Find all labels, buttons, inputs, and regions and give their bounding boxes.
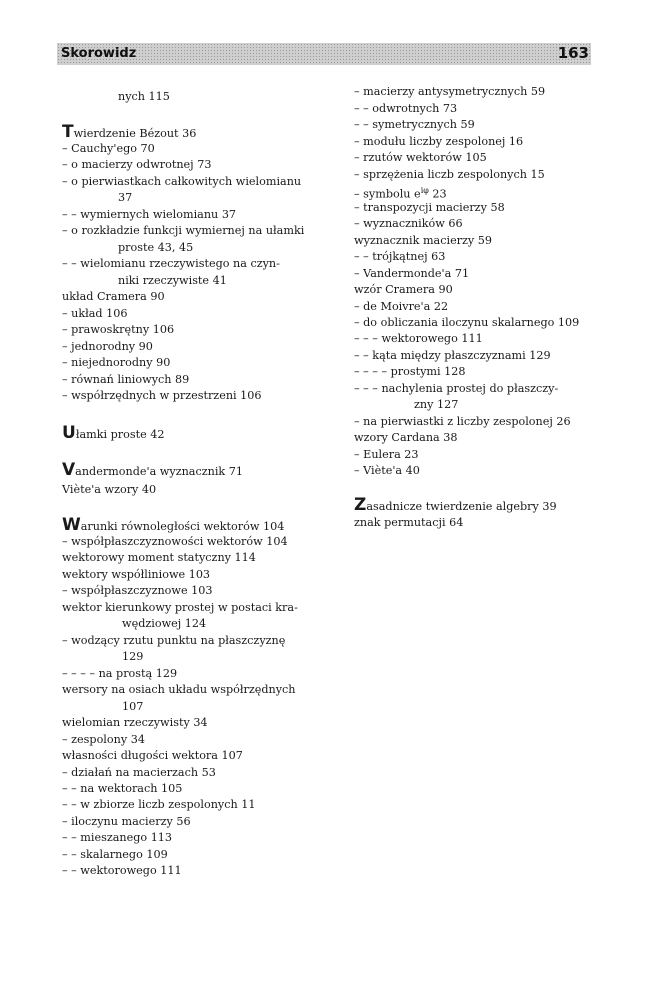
index-entry-text: – Vandermonde'a 71	[354, 267, 470, 280]
index-entry	[354, 381, 558, 398]
index-entry	[354, 348, 551, 365]
index-entry	[62, 223, 304, 240]
page-header	[57, 43, 591, 65]
index-entry-text: – prawoskrętny 106	[62, 323, 175, 336]
index-entry-text: – wodzący rzutu punktu na płaszczyznę	[62, 634, 286, 647]
index-entry	[122, 699, 143, 716]
index-entry	[62, 141, 155, 158]
index-entry	[354, 515, 463, 532]
index-superscript: iφ	[420, 186, 429, 195]
index-entry	[354, 299, 448, 316]
index-entry	[354, 447, 419, 464]
index-entry	[354, 282, 453, 299]
index-entry	[62, 534, 288, 551]
index-entry	[62, 814, 191, 831]
index-entry	[354, 266, 469, 283]
index-entry	[62, 847, 168, 864]
index-entry-text: układ Cramera 90	[62, 290, 165, 303]
index-entry	[62, 550, 256, 567]
index-entry	[354, 463, 420, 480]
index-entry-text: – transpozycji macierzy 58	[354, 201, 505, 214]
index-initial: U	[62, 423, 76, 443]
index-entry	[118, 273, 227, 290]
index-entry-text: wektory współliniowe 103	[62, 568, 211, 581]
index-entry	[62, 157, 211, 174]
index-entry	[62, 322, 174, 339]
index-entry-text: – jednorodny 90	[62, 340, 153, 353]
index-entry-text: – – kąta między płaszczyznami 129	[354, 349, 551, 362]
index-entry-text: – o rozkładzie funkcji wymiernej na ułamki	[62, 224, 305, 237]
index-entry	[62, 256, 280, 273]
index-entry-text: – – wektorowego 111	[62, 864, 182, 877]
index-initial: Z	[354, 495, 367, 515]
index-entry-text: – – w zbiorze liczb zespolonych 11	[62, 798, 256, 811]
index-entry	[118, 240, 193, 257]
index-entry-text: – sprzężenia liczb zespolonych 15	[354, 168, 545, 181]
index-entry-text: – o pierwiastkach całkowitych wielomianu	[62, 175, 302, 188]
index-entry-text: znak permutacji 64	[354, 516, 464, 529]
index-entry-text: – współpłaszczyznowości wektorów 104	[62, 535, 288, 548]
index-entry-text: – o macierzy odwrotnej 73	[62, 158, 212, 171]
index-entry-text: – działań na macierzach 53	[62, 766, 216, 779]
index-entry	[62, 207, 236, 224]
index-entry	[62, 174, 301, 191]
index-entry-text: – – – – prostymi 128	[354, 365, 466, 378]
index-entry-text: – niejednorodny 90	[62, 356, 171, 369]
index-entry	[62, 425, 165, 444]
index-entry	[414, 397, 458, 414]
index-entry	[62, 306, 128, 323]
index-entry-text: – Cauchy'ego 70	[62, 142, 155, 155]
index-entry	[62, 355, 170, 372]
index-entry-text: arunki równoległości wektorów 104	[80, 520, 285, 533]
index-entry-text: – – wymiernych wielomianu 37	[62, 208, 237, 221]
index-entry	[62, 715, 208, 732]
index-entry-text: asadnicze twierdzenie algebry 39	[366, 500, 557, 513]
index-initial: T	[62, 122, 74, 142]
index-entry	[354, 364, 466, 381]
index-entry	[62, 339, 153, 356]
index-entry	[122, 649, 143, 666]
index-entry-text: – – – nachylenia prostej do płaszczy-	[354, 382, 559, 395]
index-entry-text: własności długości wektora 107	[62, 749, 243, 762]
index-entry	[354, 167, 545, 184]
index-entry-text: – na pierwiastki z liczby zespolonej 26	[354, 415, 571, 428]
index-entry-text: wersory na osiach układu współrzędnych	[62, 683, 296, 696]
index-entry-text: zny 127	[414, 398, 459, 411]
page-number: 163	[557, 44, 589, 62]
index-entry-text: – rzutów wektorów 105	[354, 151, 487, 164]
index-entry-text: – iloczynu macierzy 56	[62, 815, 191, 828]
index-entry-text: nych 115	[118, 90, 170, 103]
index-entry	[62, 289, 165, 306]
index-entry-text: – Eulera 23	[354, 448, 419, 461]
index-entry-page: 23	[428, 187, 447, 201]
index-entry-text: – równań liniowych 89	[62, 373, 190, 386]
index-entry	[354, 117, 475, 134]
index-entry	[62, 830, 172, 847]
index-entry	[354, 497, 557, 516]
index-initial: W	[62, 515, 81, 535]
index-entry-text: andermonde'a wyznacznik 71	[75, 465, 243, 478]
index-entry-text: – – – – na prostą 129	[62, 667, 178, 680]
index-entry	[62, 372, 189, 389]
index-entry-text: wzór Cramera 90	[354, 283, 453, 296]
section-title: Skorowidz	[61, 46, 137, 61]
index-entry-text: – do obliczania iloczynu skalarnego 109	[354, 316, 580, 329]
index-entry	[354, 101, 457, 118]
index-entry-text: wyznacznik macierzy 59	[354, 234, 493, 247]
index-entry	[62, 765, 216, 782]
index-entry	[62, 482, 156, 499]
index-entry-text: wielomian rzeczywisty 34	[62, 716, 208, 729]
index-entry	[62, 797, 256, 814]
index-entry	[62, 666, 177, 683]
index-entry-text: – współpłaszczyznowe 103	[62, 584, 213, 597]
index-entry-text: – – symetrycznych 59	[354, 118, 475, 131]
index-initial: V	[62, 460, 76, 480]
index-entry-text: łamki proste 42	[75, 428, 165, 441]
index-entry	[62, 863, 182, 880]
index-entry-text: – de Moivre'a 22	[354, 300, 449, 313]
index-entry-text: wędziowej 124	[122, 617, 207, 630]
index-entry-text: wektor kierunkowy prostej w postaci kra-	[62, 601, 298, 614]
index-entry-text: wektorowy moment statyczny 114	[62, 551, 256, 564]
index-entry-text: wierdzenie Bézout 36	[73, 127, 197, 140]
index-entry	[118, 89, 170, 106]
index-entry	[62, 600, 298, 617]
index-entry-text: – – wielomianu rzeczywistego na czyn-	[62, 257, 280, 270]
index-entry-text: – zespolony 34	[62, 733, 145, 746]
index-entry-text: 107	[122, 700, 144, 713]
index-entry-text: proste 43, 45	[118, 241, 194, 254]
index-entry-text: – Viète'a 40	[354, 464, 420, 477]
index-entry-text: – symbolu e	[354, 187, 421, 201]
index-entry	[62, 517, 284, 536]
index-entry	[62, 583, 213, 600]
index-entry	[354, 150, 487, 167]
index-entry	[62, 388, 262, 405]
index-entry-text: – układ 106	[62, 307, 128, 320]
index-entry-text: – – odwrotnych 73	[354, 102, 458, 115]
index-entry	[62, 124, 196, 143]
index-entry-text: niki rzeczywiste 41	[118, 274, 227, 287]
index-entry	[354, 249, 445, 266]
index-entry	[62, 682, 296, 699]
index-entry-text: – macierzy antysymetrycznych 59	[354, 85, 546, 98]
index-entry-text: Viète'a wzory 40	[62, 483, 157, 496]
index-entry	[354, 84, 545, 101]
index-entry	[62, 732, 145, 749]
index-entry	[62, 781, 182, 798]
index-entry	[62, 567, 210, 584]
index-entry	[354, 233, 492, 250]
index-entry	[354, 134, 523, 151]
index-entry	[62, 633, 285, 650]
index-entry	[62, 462, 243, 481]
index-entry-text: – – mieszanego 113	[62, 831, 173, 844]
index-entry-text: 129	[122, 650, 144, 663]
index-entry	[354, 216, 463, 233]
index-entry-text: – wyznaczników 66	[354, 217, 463, 230]
index-entry	[354, 414, 571, 431]
index-entry	[122, 616, 206, 633]
index-entry	[354, 200, 505, 217]
index-entry	[354, 430, 458, 447]
index-entry	[118, 190, 132, 207]
index-entry-text: – – trójkątnej 63	[354, 250, 446, 263]
index-entry	[354, 331, 483, 348]
index-entry-text: – – – wektorowego 111	[354, 332, 483, 345]
index-entry-text: – modułu liczby zespolonej 16	[354, 135, 524, 148]
index-entry-text: – współrzędnych w przestrzeni 106	[62, 389, 262, 402]
index-entry-text: – – skalarnego 109	[62, 848, 168, 861]
index-entry-text: – – na wektorach 105	[62, 782, 183, 795]
index-entry-text: wzory Cardana 38	[354, 431, 458, 444]
index-entry-text: 37	[118, 191, 133, 204]
index-entry	[354, 315, 579, 332]
index-entry	[62, 748, 243, 765]
